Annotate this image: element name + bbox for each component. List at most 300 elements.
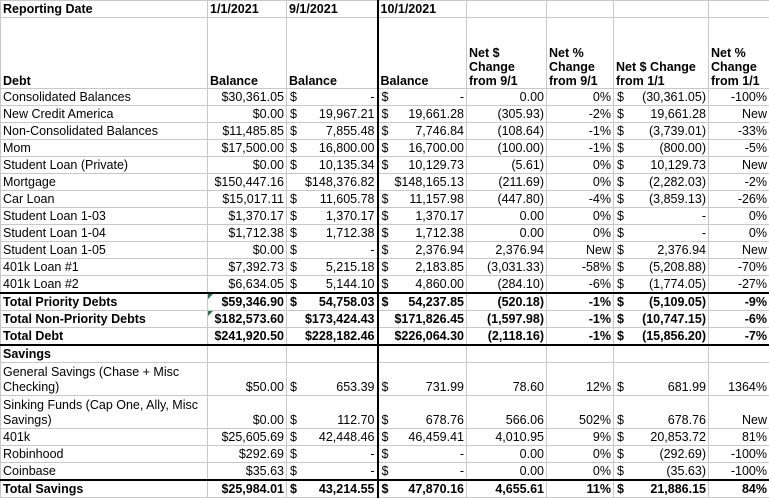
net-pct-1-cell[interactable]: 81% [709, 429, 769, 446]
currency-symbol: $ [381, 209, 389, 224]
net-pct-1-cell[interactable]: -2% [709, 174, 769, 191]
currency-symbol: $ [289, 141, 297, 156]
amount: $228,182.46 [305, 329, 375, 344]
balance-2-cell[interactable] [287, 208, 378, 225]
currency-symbol: $ [616, 192, 624, 207]
row-label[interactable]: 401k Loan #1 [1, 259, 208, 276]
total-nonpriority-row [1, 311, 769, 328]
row-label[interactable]: Sinking Funds (Cap One, Ally, Misc Savings) [1, 396, 208, 429]
net-change-9-cell[interactable]: (1,597.98) [467, 311, 547, 328]
row-label[interactable]: Total Priority Debts [1, 293, 208, 311]
balance-3-cell[interactable] [378, 225, 467, 242]
balance-3-cell[interactable] [378, 123, 467, 140]
row-label[interactable]: Total Savings [1, 480, 208, 498]
header-row [1, 18, 769, 89]
net-pct-9-cell[interactable]: -58% [547, 259, 614, 276]
net-change-9-cell[interactable]: 4,010.95 [467, 429, 547, 446]
balance-2-cell[interactable] [287, 174, 378, 191]
currency-symbol: $ [616, 329, 624, 344]
row-label[interactable]: Student Loan 1-05 [1, 242, 208, 259]
amount: 11,157.98 [409, 192, 464, 207]
net-pct-1-cell[interactable]: -26% [709, 191, 769, 208]
currency-symbol: $ [381, 226, 389, 241]
balance-3-cell[interactable] [378, 191, 467, 208]
net-pct-9-cell[interactable]: 0% [547, 89, 614, 106]
balance-1-cell[interactable]: $0.00 [208, 396, 287, 429]
currency-symbol: $ [381, 107, 389, 122]
net-change-9-cell[interactable]: (100.00) [467, 140, 547, 157]
row-label[interactable]: Mortgage [1, 174, 208, 191]
net-change-1-cell[interactable] [614, 429, 709, 446]
amount: - [460, 90, 464, 105]
balance-3-cell[interactable] [378, 429, 467, 446]
net-pct-1-cell[interactable]: -7% [709, 328, 769, 346]
amount: $173,424.43 [305, 312, 375, 327]
savings-row [1, 446, 769, 463]
balance-3-cell[interactable] [378, 463, 467, 481]
currency-symbol: $ [289, 90, 297, 105]
amount: 2,183.85 [415, 260, 464, 275]
net-pct-1-cell[interactable]: -100% [709, 463, 769, 481]
net-pct-1-cell[interactable]: 0% [709, 208, 769, 225]
amount: 2,376.94 [657, 243, 706, 258]
date-row [1, 1, 769, 18]
net-change-9-cell[interactable]: (447.80) [467, 191, 547, 208]
balance-2-cell[interactable] [287, 191, 378, 208]
currency-symbol: $ [616, 295, 624, 310]
amount: 678.76 [426, 413, 464, 428]
empty-cell[interactable] [709, 345, 769, 363]
currency-symbol: $ [616, 124, 624, 139]
debt-row [1, 123, 769, 140]
net-change-1-cell[interactable] [614, 225, 709, 242]
currency-symbol: $ [616, 90, 624, 105]
net-change-9-cell[interactable]: (5.61) [467, 157, 547, 174]
currency-symbol: $ [616, 226, 624, 241]
net-change-9-cell[interactable]: (3,031.33) [467, 259, 547, 276]
balance-3-cell[interactable] [378, 259, 467, 276]
balance-3-cell[interactable] [378, 446, 467, 463]
currency-symbol: $ [289, 295, 297, 310]
currency-symbol: $ [381, 90, 389, 105]
net-pct-1-cell[interactable]: -70% [709, 259, 769, 276]
net-change-9-cell[interactable]: 78.60 [467, 363, 547, 396]
amount: - [460, 447, 464, 462]
amount: 42,448.46 [319, 430, 375, 445]
amount: 2,376.94 [415, 243, 464, 258]
debt-header[interactable]: Debt [1, 18, 208, 89]
currency-symbol: $ [381, 430, 389, 445]
amount: 10,129.73 [650, 158, 706, 173]
debt-row [1, 242, 769, 259]
amount: 21,886.15 [650, 482, 706, 497]
currency-symbol: $ [289, 380, 297, 395]
net-change-1-cell[interactable] [614, 396, 709, 429]
net-pct-9-cell[interactable]: -1% [547, 293, 614, 311]
net-change-1-header[interactable]: Net $ Change from 1/1 [614, 18, 709, 89]
net-pct-1-cell[interactable]: -100% [709, 89, 769, 106]
amount: 7,746.84 [415, 124, 464, 139]
amount: (30,361.05) [642, 90, 706, 105]
reporting-date-label[interactable]: Reporting Date [1, 1, 208, 18]
net-pct-9-cell[interactable]: -1% [547, 311, 614, 328]
balance-3-cell[interactable] [378, 293, 467, 311]
debt-row [1, 208, 769, 225]
net-pct-9-cell[interactable]: -1% [547, 140, 614, 157]
balance-1-cell[interactable]: $30,361.05 [208, 89, 287, 106]
debt-row [1, 191, 769, 208]
currency-symbol: $ [289, 464, 297, 479]
amount: $148,376.82 [305, 175, 375, 190]
currency-symbol: $ [381, 192, 389, 207]
amount: 5,215.18 [326, 260, 375, 275]
net-pct-9-cell[interactable]: -1% [547, 328, 614, 346]
currency-symbol: $ [381, 482, 389, 497]
amount: 19,967.21 [319, 107, 375, 122]
net-change-9-cell[interactable]: 0.00 [467, 89, 547, 106]
balance-2-cell[interactable] [287, 293, 378, 311]
amount: 112.70 [337, 413, 374, 428]
currency-symbol: $ [381, 447, 389, 462]
amount: 11,605.78 [320, 192, 375, 207]
balance-1-cell[interactable]: $11,485.85 [208, 123, 287, 140]
net-pct-1-cell[interactable]: 1364% [709, 363, 769, 396]
amount: 46,459.41 [408, 430, 464, 445]
balance-3-cell[interactable] [378, 480, 467, 498]
amount: (3,739.01) [649, 124, 706, 139]
net-pct-9-cell[interactable]: 0% [547, 463, 614, 481]
net-change-9-cell[interactable]: 0.00 [467, 225, 547, 242]
currency-symbol: $ [616, 209, 624, 224]
debt-row [1, 259, 769, 276]
empty-cell[interactable] [287, 345, 378, 363]
currency-symbol [381, 312, 382, 327]
balance-2-cell[interactable] [287, 363, 378, 396]
balance-3-cell[interactable] [378, 396, 467, 429]
amount: 16,800.00 [319, 141, 375, 156]
balance-3-cell[interactable] [378, 276, 467, 294]
row-label[interactable]: General Savings (Chase + Misc Checking) [1, 363, 208, 396]
net-change-1-cell[interactable] [614, 276, 709, 294]
row-label[interactable]: Total Debt [1, 328, 208, 346]
debt-row [1, 276, 769, 294]
balance-2-cell[interactable] [287, 89, 378, 106]
row-label[interactable]: Non-Consolidated Balances [1, 123, 208, 140]
row-label[interactable]: Student Loan 1-04 [1, 225, 208, 242]
balance-1-cell[interactable]: $15,017.11 [208, 191, 287, 208]
net-pct-9-cell[interactable]: 0% [547, 157, 614, 174]
balance-1-cell[interactable]: $150,447.16 [208, 174, 287, 191]
net-pct-9-cell[interactable]: -4% [547, 191, 614, 208]
net-change-1-cell[interactable] [614, 208, 709, 225]
debt-row [1, 157, 769, 174]
net-change-1-cell[interactable] [614, 328, 709, 346]
net-pct-1-cell[interactable]: New [709, 396, 769, 429]
net-change-1-cell[interactable] [614, 293, 709, 311]
row-label[interactable]: 401k Loan #2 [1, 276, 208, 294]
amount: 1,370.17 [326, 209, 375, 224]
net-change-1-cell[interactable] [614, 259, 709, 276]
balance-1-cell[interactable]: $1,370.17 [208, 208, 287, 225]
net-pct-9-cell[interactable]: 0% [547, 446, 614, 463]
balance-1-cell[interactable]: $0.00 [208, 106, 287, 123]
balance-2-cell[interactable] [287, 311, 378, 328]
balance-1-cell[interactable]: $0.00 [208, 157, 287, 174]
net-pct-9-cell[interactable]: New [547, 242, 614, 259]
total-debt-row [1, 328, 769, 346]
amount: 5,144.10 [326, 277, 375, 292]
row-label[interactable]: 401k [1, 429, 208, 446]
empty-cell[interactable] [467, 345, 547, 363]
net-pct-1-cell[interactable]: -5% [709, 140, 769, 157]
amount: 4,860.00 [415, 277, 464, 292]
net-pct-1-cell[interactable]: 84% [709, 480, 769, 498]
net-pct-9-cell[interactable]: 0% [547, 208, 614, 225]
currency-symbol [289, 312, 290, 327]
date-1[interactable]: 1/1/2021 [208, 1, 287, 18]
currency-symbol [289, 329, 290, 344]
balance-2-cell[interactable] [287, 106, 378, 123]
net-change-1-cell[interactable] [614, 106, 709, 123]
balance-3-cell[interactable] [378, 363, 467, 396]
net-change-1-cell[interactable] [614, 89, 709, 106]
balance-2-cell[interactable] [287, 463, 378, 481]
balance-1-cell[interactable]: $7,392.73 [208, 259, 287, 276]
currency-symbol: $ [289, 243, 297, 258]
balance-1-cell[interactable]: $182,573.60 [208, 311, 287, 328]
currency-symbol: $ [289, 482, 297, 497]
row-label[interactable]: Student Loan 1-03 [1, 208, 208, 225]
balance-1-cell[interactable]: $292.69 [208, 446, 287, 463]
net-pct-9-cell[interactable]: -2% [547, 106, 614, 123]
currency-symbol: $ [616, 175, 624, 190]
savings-row [1, 463, 769, 481]
debt-row [1, 106, 769, 123]
currency-symbol: $ [616, 312, 624, 327]
balance-1-cell[interactable]: $35.63 [208, 463, 287, 481]
total-priority-row [1, 293, 769, 311]
amount: 731.99 [426, 380, 464, 395]
balance-2-cell[interactable] [287, 140, 378, 157]
net-pct-1-cell[interactable]: 0% [709, 225, 769, 242]
amount: (292.69) [659, 447, 706, 462]
net-change-1-cell[interactable] [614, 123, 709, 140]
amount: 10,135.34 [319, 158, 375, 173]
net-pct-1-cell[interactable]: -27% [709, 276, 769, 294]
balance-2-cell[interactable] [287, 225, 378, 242]
savings-label[interactable]: Savings [1, 345, 208, 363]
net-change-9-cell[interactable]: (211.69) [467, 174, 547, 191]
empty-cell[interactable] [547, 345, 614, 363]
currency-symbol: $ [381, 413, 389, 428]
net-change-1-cell[interactable] [614, 242, 709, 259]
balance-1-cell[interactable]: $25,984.01 [208, 480, 287, 498]
net-pct-1-cell[interactable]: -100% [709, 446, 769, 463]
net-pct-9-cell[interactable]: 0% [547, 174, 614, 191]
currency-symbol: $ [381, 380, 389, 395]
net-pct-9-cell[interactable]: 0% [547, 225, 614, 242]
balance-3-cell[interactable] [378, 89, 467, 106]
amount: 54,758.03 [319, 295, 375, 310]
currency-symbol: $ [289, 124, 297, 139]
row-label[interactable]: Coinbase [1, 463, 208, 481]
currency-symbol: $ [289, 192, 297, 207]
row-label[interactable]: Student Loan (Private) [1, 157, 208, 174]
net-change-1-cell[interactable] [614, 480, 709, 498]
currency-symbol: $ [289, 226, 297, 241]
row-label[interactable]: Consolidated Balances [1, 89, 208, 106]
net-change-9-header[interactable]: Net $ Change from 9/1 [467, 18, 547, 89]
net-change-9-cell[interactable]: (108.64) [467, 123, 547, 140]
balance-1-header[interactable]: Balance [208, 18, 287, 89]
empty-cell[interactable] [614, 345, 709, 363]
row-label[interactable]: Robinhood [1, 446, 208, 463]
currency-symbol: $ [381, 158, 389, 173]
net-change-9-cell[interactable]: (520.18) [467, 293, 547, 311]
net-change-1-cell[interactable] [614, 191, 709, 208]
empty-cell[interactable] [378, 345, 467, 363]
balance-2-cell[interactable] [287, 429, 378, 446]
empty-cell[interactable] [208, 345, 287, 363]
amount: (10,747.15) [642, 312, 706, 327]
net-change-1-cell[interactable] [614, 463, 709, 481]
net-pct-1-cell[interactable]: New [709, 106, 769, 123]
amount: - [370, 90, 374, 105]
net-change-9-cell[interactable]: (2,118.16) [467, 328, 547, 346]
total-savings-row [1, 480, 769, 498]
row-label[interactable]: Mom [1, 140, 208, 157]
balance-2-cell[interactable] [287, 259, 378, 276]
amount: $148,165.13 [394, 175, 464, 190]
balance-3-header[interactable]: Balance [378, 18, 467, 89]
amount: 678.76 [668, 413, 706, 428]
net-pct-9-cell[interactable]: 502% [547, 396, 614, 429]
balance-3-cell[interactable] [378, 174, 467, 191]
balance-1-cell[interactable]: $50.00 [208, 363, 287, 396]
debt-row [1, 140, 769, 157]
net-change-1-cell[interactable] [614, 140, 709, 157]
savings-row [1, 429, 769, 446]
currency-symbol: $ [289, 158, 297, 173]
currency-symbol: $ [381, 295, 389, 310]
amount: 1,370.17 [415, 209, 464, 224]
net-change-1-cell[interactable] [614, 174, 709, 191]
row-label[interactable]: Car Loan [1, 191, 208, 208]
balance-3-cell[interactable] [378, 311, 467, 328]
date-3[interactable]: 10/1/2021 [378, 1, 467, 18]
amount: 653.39 [336, 380, 374, 395]
amount: 7,855.48 [326, 124, 375, 139]
debt-row [1, 225, 769, 242]
net-change-1-cell[interactable] [614, 446, 709, 463]
balance-3-cell[interactable] [378, 106, 467, 123]
balance-3-cell[interactable] [378, 328, 467, 346]
net-change-9-cell[interactable]: 4,655.61 [467, 480, 547, 498]
balance-3-cell[interactable] [378, 157, 467, 174]
currency-symbol: $ [381, 124, 389, 139]
net-change-9-cell[interactable]: 566.06 [467, 396, 547, 429]
net-pct-9-header[interactable]: Net % Change from 9/1 [547, 18, 614, 89]
balance-2-cell[interactable] [287, 328, 378, 346]
balance-2-cell[interactable] [287, 276, 378, 294]
amount: - [370, 447, 374, 462]
net-pct-9-cell[interactable]: 12% [547, 363, 614, 396]
amount: (5,208.88) [649, 260, 706, 275]
balance-2-header[interactable]: Balance [287, 18, 378, 89]
balance-1-cell[interactable]: $1,712.38 [208, 225, 287, 242]
balance-1-cell[interactable]: $6,634.05 [208, 276, 287, 294]
amount: $171,826.45 [394, 312, 464, 327]
amount: $226,064.30 [394, 329, 464, 344]
net-pct-1-header[interactable]: Net % Change from 1/1 [709, 18, 769, 89]
date-2[interactable]: 9/1/2021 [287, 1, 378, 18]
net-pct-1-cell[interactable]: -6% [709, 311, 769, 328]
balance-2-cell[interactable] [287, 446, 378, 463]
balance-2-cell[interactable] [287, 123, 378, 140]
balance-3-cell[interactable] [378, 140, 467, 157]
currency-symbol: $ [616, 107, 624, 122]
balance-1-cell[interactable]: $241,920.50 [208, 328, 287, 346]
amount: (35.63) [666, 464, 706, 479]
amount: - [460, 464, 464, 479]
balance-3-cell[interactable] [378, 208, 467, 225]
balance-2-cell[interactable] [287, 242, 378, 259]
net-change-1-cell[interactable] [614, 363, 709, 396]
net-pct-9-cell[interactable]: -1% [547, 123, 614, 140]
row-label[interactable]: New Credit America [1, 106, 208, 123]
currency-symbol: $ [381, 464, 389, 479]
balance-3-cell[interactable] [378, 242, 467, 259]
debt-row [1, 174, 769, 191]
amount: 16,700.00 [408, 141, 464, 156]
net-pct-9-cell[interactable]: -6% [547, 276, 614, 294]
currency-symbol: $ [381, 260, 389, 275]
net-change-1-cell[interactable] [614, 157, 709, 174]
net-change-9-cell[interactable]: 0.00 [467, 463, 547, 481]
net-pct-1-cell[interactable]: -9% [709, 293, 769, 311]
savings-row [1, 363, 769, 396]
net-pct-1-cell[interactable]: New [709, 242, 769, 259]
amount: 47,870.16 [408, 482, 464, 497]
net-change-1-cell[interactable] [614, 311, 709, 328]
net-change-9-cell[interactable]: 0.00 [467, 208, 547, 225]
savings-row [1, 396, 769, 429]
net-pct-9-cell[interactable]: 11% [547, 480, 614, 498]
balance-1-cell[interactable]: $25,605.69 [208, 429, 287, 446]
balance-2-cell[interactable] [287, 396, 378, 429]
amount: (15,856.20) [642, 329, 706, 344]
currency-symbol: $ [616, 447, 624, 462]
net-pct-9-cell[interactable]: 9% [547, 429, 614, 446]
net-change-9-cell[interactable]: (305.93) [467, 106, 547, 123]
balance-2-cell[interactable] [287, 480, 378, 498]
net-pct-1-cell[interactable]: New [709, 157, 769, 174]
amount: (1,774.05) [649, 277, 706, 292]
net-pct-1-cell[interactable]: -33% [709, 123, 769, 140]
balance-1-cell[interactable]: $0.00 [208, 242, 287, 259]
currency-symbol: $ [289, 107, 297, 122]
net-change-9-cell[interactable]: 0.00 [467, 446, 547, 463]
net-change-9-cell[interactable]: (284.10) [467, 276, 547, 294]
balance-1-cell[interactable]: $59,346.90 [208, 293, 287, 311]
currency-symbol: $ [616, 277, 624, 292]
amount: 10,129.73 [408, 158, 464, 173]
amount: - [370, 464, 374, 479]
balance-2-cell[interactable] [287, 157, 378, 174]
net-change-9-cell[interactable]: 2,376.94 [467, 242, 547, 259]
balance-1-cell[interactable]: $17,500.00 [208, 140, 287, 157]
row-label[interactable]: Total Non-Priority Debts [1, 311, 208, 328]
